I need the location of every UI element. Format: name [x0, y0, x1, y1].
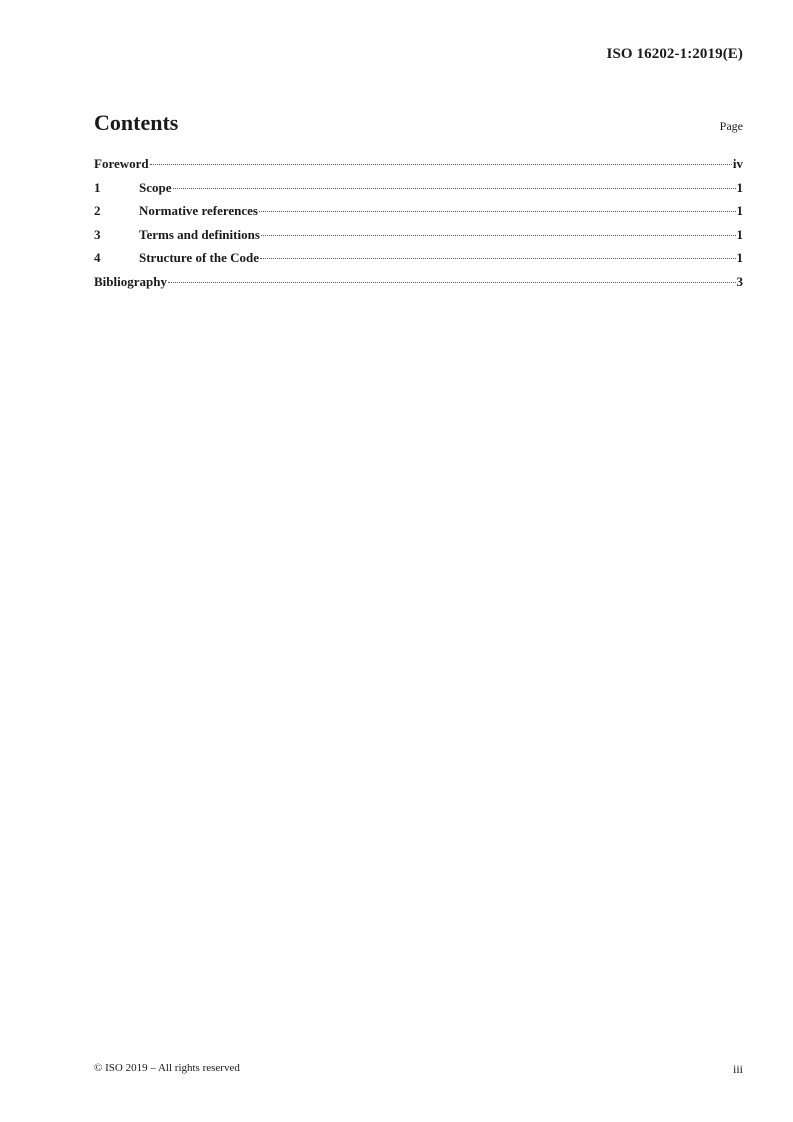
page-column-label: Page: [719, 119, 743, 133]
toc-entry-scope[interactable]: [94, 180, 743, 204]
toc-entry-label: Terms and definitions: [139, 226, 260, 242]
toc-entry-label: Bibliography: [94, 273, 167, 289]
table-of-contents: [94, 156, 743, 298]
toc-entry-foreword[interactable]: [94, 156, 743, 180]
toc-leader-dots: [261, 235, 736, 236]
toc-leader-dots: [150, 164, 732, 165]
contents-header: [94, 110, 743, 140]
page-footer: [94, 1062, 743, 1078]
toc-entry-page: iv: [732, 156, 743, 171]
toc-entry-label: Scope: [139, 179, 172, 195]
toc-entry-label: Normative references: [139, 203, 258, 219]
toc-entry-normative-references[interactable]: [94, 203, 743, 227]
toc-leader-dots: [173, 188, 736, 189]
toc-leader-dots: [259, 211, 736, 212]
toc-entry-label: Foreword: [94, 156, 149, 171]
toc-entry-structure-of-the-code[interactable]: [94, 250, 743, 274]
toc-entry-number: 3: [94, 226, 101, 242]
toc-leader-dots: [260, 258, 736, 259]
toc-entry-number: 4: [94, 250, 101, 266]
toc-entry-label: Structure of the Code: [139, 250, 259, 266]
toc-entry-page: 1: [736, 179, 743, 195]
toc-entry-terms-and-definitions[interactable]: [94, 227, 743, 251]
toc-entry-number: 1: [94, 179, 101, 195]
contents-title: Contents: [94, 110, 179, 135]
document-identifier: ISO 16202-1:2019(E): [606, 46, 743, 62]
toc-entry-number: 2: [94, 203, 101, 219]
copyright-notice: © ISO 2019 – All rights reserved: [94, 1062, 240, 1074]
toc-entry-page: 3: [736, 273, 743, 289]
toc-entry-page: 1: [736, 226, 743, 242]
toc-entry-page: 1: [736, 203, 743, 219]
toc-leader-dots: [168, 282, 736, 283]
toc-entry-page: 1: [736, 250, 743, 266]
page-number: iii: [732, 1062, 743, 1076]
toc-entry-bibliography[interactable]: [94, 274, 743, 298]
